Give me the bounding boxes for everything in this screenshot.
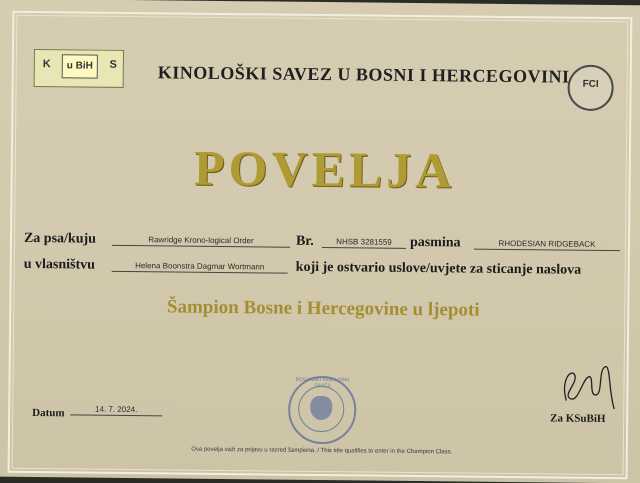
eagle-emblem-icon [310,396,332,420]
logo-letter-k: K [42,58,51,71]
dog-name-field: Rawridge Krono-logical Order [112,234,290,248]
condition-text: koji je ostvario uslove/uvjete za sticanje naslova [295,259,582,278]
champion-title: Šampion Bosne i Hercegovine u ljepoti [166,296,480,321]
signature-icon [552,360,623,413]
fci-logo-text: FCI [582,78,599,90]
logo-center-text: u BiH [62,54,98,78]
fci-logo [567,65,613,111]
footer-note: Ova povelja važi za prijavu u razred šampiona. / This title qualifies to enter in the Champion Class. [191,446,453,456]
date-field: 14. 7. 2024. [70,403,162,416]
seal-text: BOSANSKI KINOLOŠKI SAVEZ [295,376,350,390]
breed-field: RHODESIAN RIDGEBACK [474,238,620,252]
organization-title: KINOLOŠKI SAVEZ U BOSNI I HERCEGOVINI [157,62,570,87]
dog-label: Za psa/kuju [23,230,97,247]
logo-letter-s: S [109,58,117,71]
certificate-heading: POVELJA [193,139,456,199]
registration-number-field: NHSB 3281559 [322,236,406,249]
signature-label: Za KSuBiH [550,412,606,426]
number-label: Br. [295,233,314,249]
date-label: Datum [32,407,65,420]
association-seal [288,376,357,445]
breed-label: pasmina [409,234,461,251]
owner-label: u vlasništvu [23,256,96,273]
owner-field: Helena Boonstra Dagmar Wortmann [112,260,288,274]
ksubih-logo [34,49,124,88]
